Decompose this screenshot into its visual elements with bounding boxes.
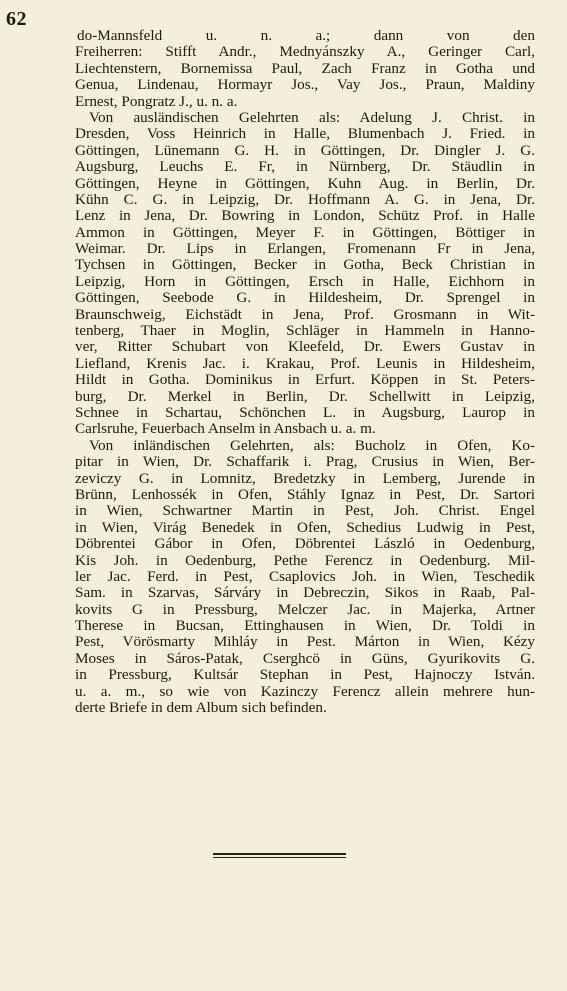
- text-line: Schnee in Schartau, Schönchen L. in Augsburg, Laurop in: [75, 404, 535, 421]
- text-line: kovits G in Pressburg, Melczer Jac. in Majerka, Artner: [75, 601, 535, 618]
- section-divider-rule-thin: [213, 857, 346, 858]
- text-line: ver, Ritter Schubart von Kleefeld, Dr. Ewers Gustav in: [75, 339, 535, 356]
- text-line: Göttingen, Seebode G. in Hildesheim, Dr. Sprengel in: [75, 290, 535, 307]
- text-line: Göttingen, Lünemann G. H. in Göttingen, Dr. Dingler J. G.: [75, 142, 535, 159]
- text-line: Ammon in Göttingen, Meyer F. in Göttingen, Böttiger in: [75, 224, 535, 241]
- text-line: Genua, Lindenau, Hormayr Jos., Vay Jos., Praun, Maldiny: [75, 77, 535, 94]
- text-line: Brünn, Lenhossék in Ofen, Stáhly Ignaz in Pest, Dr. Sartori: [75, 486, 535, 503]
- text-line: zeviczy G. in Lomnitz, Bredetzky in Lemberg, Jurende in: [75, 470, 535, 487]
- body-text: [75, 28, 535, 716]
- text-line: ler Jac. Ferd. in Pest, Csaplovics Joh. in Wien, Teschedik: [75, 568, 535, 585]
- text-line: Kühn C. G. in Leipzig, Dr. Hoffmann A. G. in Jena, Dr.: [75, 191, 535, 208]
- text-line: Freiherren: Stifft Andr., Mednyánszky A., Geringer Carl,: [75, 44, 535, 61]
- text-line: in Wien, Virág Benedek in Ofen, Schedius Ludwig in Pest,: [75, 519, 535, 536]
- text-line: Döbrentei Gábor in Ofen, Döbrentei László in Oedenburg,: [75, 536, 535, 553]
- text-line: Braunschweig, Eichstädt in Jena, Prof. Grosmann in Wit-: [75, 306, 535, 323]
- text-line: Weimar. Dr. Lips in Erlangen, Fromenann Fr in Jena,: [75, 241, 535, 258]
- text-line: burg, Dr. Merkel in Berlin, Dr. Schellwitt in Leipzig,: [75, 388, 535, 405]
- text-line: Von inländischen Gelehrten, als: Bucholz in Ofen, Ko-: [89, 437, 535, 454]
- text-line: Augsburg, Leuchs E. Fr, in Nürnberg, Dr. Stäudlin in: [75, 159, 535, 176]
- section-divider-rule: [213, 853, 346, 855]
- page-number: 62: [6, 8, 27, 30]
- text-line: Pest, Vörösmarty Mihláy in Pest. Márton in Wien, Kézy: [75, 634, 535, 651]
- text-line: Von ausländischen Gelehrten als: Adelung J. Christ. in: [89, 109, 535, 126]
- text-line: Liefland, Krenis Jac. i. Krakau, Prof. Leunis in Hildesheim,: [75, 355, 535, 372]
- text-line: in Pressburg, Kultsár Stephan in Pest, Hajnoczy István.: [75, 667, 535, 684]
- text-line: Kis Joh. in Oedenburg, Pethe Ferencz in Oedenburg. Mil-: [75, 552, 535, 569]
- text-line: Leipzig, Horn in Göttingen, Ersch in Halle, Eichhorn in: [75, 273, 535, 290]
- text-line: Liechtenstern, Bornemissa Paul, Zach Franz in Gotha und: [75, 60, 535, 77]
- text-line: in Wien, Schwartner Martin in Pest, Joh. Christ. Engel: [75, 503, 535, 520]
- text-line: tenberg, Thaer in Moglin, Schläger in Hammeln in Hanno-: [75, 323, 535, 340]
- text-line: Dresden, Voss Heinrich in Halle, Blumenbach J. Fried. in: [75, 126, 535, 143]
- text-line: Ernest, Pongratz J., u. n. a.: [75, 93, 238, 110]
- text-line: pitar in Wien, Dr. Schaffarik i. Prag, Crusius in Wien, Ber-: [75, 454, 535, 471]
- text-line: derte Briefe in dem Album sich befinden.: [75, 700, 327, 717]
- text-line: Göttingen, Heyne in Göttingen, Kuhn Aug. in Berlin, Dr.: [75, 175, 535, 192]
- text-line: Carlsruhe, Feuerbach Anselm in Ansbach u. a. m.: [75, 421, 376, 438]
- text-line: Hildt in Gotha. Dominikus in Erfurt. Köppen in St. Peters-: [75, 372, 535, 389]
- text-line: Lenz in Jena, Dr. Bowring in London, Schütz Prof. in Halle: [75, 208, 535, 225]
- text-line: Sam. in Szarvas, Sárváry in Debreczin, Sikos in Raab, Pal-: [75, 585, 535, 602]
- text-line: do-Mannsfeld u. n. a.; dann von den: [77, 28, 535, 44]
- text-line: Therese in Bucsan, Ettinghausen in Wien, Dr. Toldi in: [75, 618, 535, 635]
- text-line: Moses in Sáros-Patak, Cserghcö in Güns, Gyurikovits G.: [75, 650, 535, 667]
- text-line: u. a. m., so wie von Kazinczy Ferencz allein mehrere hun-: [75, 683, 535, 700]
- text-line: Tychsen in Göttingen, Becker in Gotha, Beck Christian in: [75, 257, 535, 274]
